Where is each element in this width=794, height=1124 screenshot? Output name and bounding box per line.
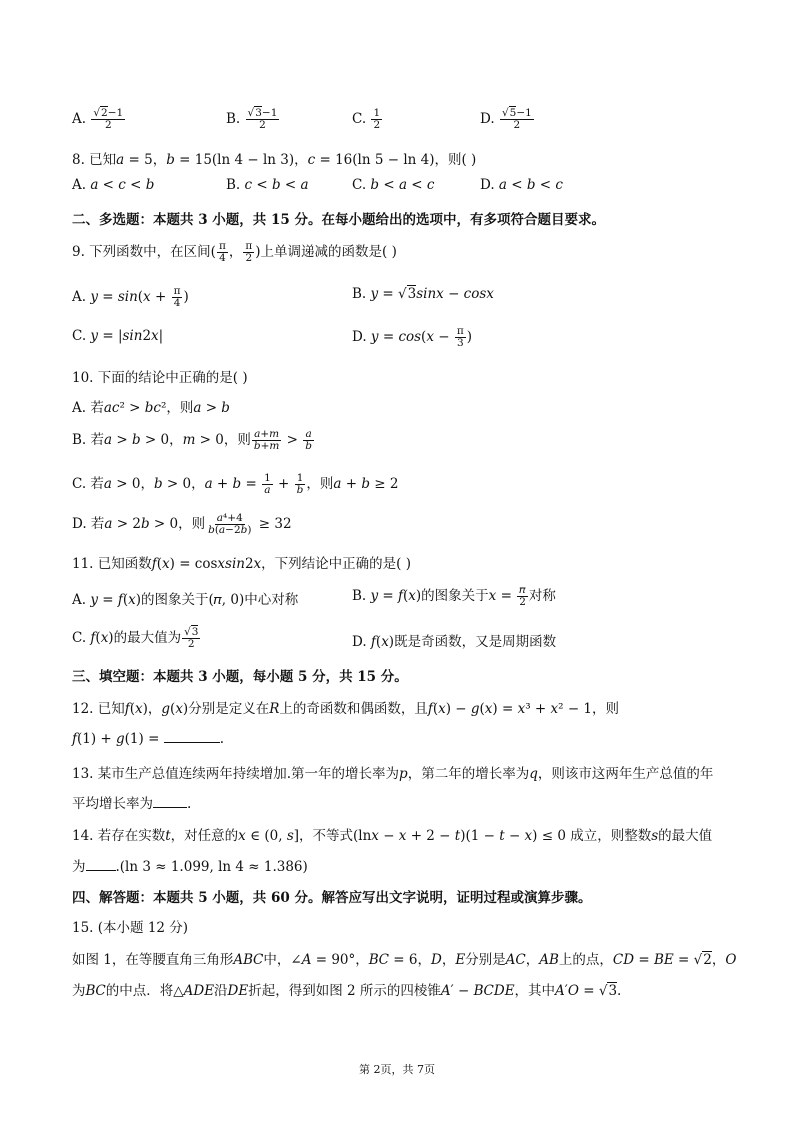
section-4-heading: 四、解答题：本题共 5 小题，共 60 分。解答应写出文字说明，证明过程或演算步骤。 — [72, 890, 592, 906]
section-3-heading: 三、填空题：本题共 3 小题，每小题 5 分，共 15 分。 — [72, 669, 408, 685]
q7-option-d: D. $\frac{√5-1}{2}$ — [480, 107, 532, 131]
q9-option-b: B. 𝑦 = √3𝑠𝑖𝑛𝑥 − 𝑐𝑜𝑠𝑥 — [352, 286, 494, 302]
q7-option-a: A. $\frac{√2-1}{2}$ — [72, 107, 124, 131]
q8-option-d: D. 𝑎 < 𝑏 < 𝑐 — [480, 177, 563, 193]
q14-line2: 为 .(ln 3 ≈ 1.099, ln 4 ≈ 1.386) — [72, 859, 308, 875]
q11-option-a: A. 𝑦 = 𝑓(𝑥)的图象关于(𝜋, 0)中心对称 — [72, 592, 299, 608]
q11-stem: 11. 已知函数𝑓(𝑥) = cos𝑥𝑠𝑖𝑛2𝑥，下列结论中正确的是( ) — [72, 556, 411, 572]
q14-answer-blank[interactable] — [86, 858, 116, 871]
section-2-heading: 二、多选题：本题共 3 小题，共 15 分。在每小题给出的选项中，有多项符合题目要求。 — [72, 212, 605, 228]
q9-option-d: D. 𝑦 = 𝑐𝑜𝑠(𝑥 − $\frac{\pi}{3}$ ) — [352, 325, 473, 349]
q15-title: 15. (本小题 12 分) — [72, 920, 189, 936]
q8-option-b: B. 𝑐 < 𝑏 < 𝑎 — [226, 177, 309, 193]
q14-line1: 14. 若存在实数𝑡，对任意的𝑥 ∈ (0, 𝑠]，不等式(ln𝑥 − 𝑥 + 2 − 𝑡)(1 − 𝑡 − 𝑥) ≤ 0 成立，则整数𝑠的最大值 — [72, 828, 713, 844]
q7-option-c: C. $\frac{1}{2}$ — [352, 107, 381, 131]
q7-a-fraction: $\frac{√2-1}{2}$ — [93, 107, 124, 131]
q9-option-a: A. 𝑦 = 𝑠𝑖𝑛(𝑥 + $\frac{\pi}{4}$ ) — [72, 285, 189, 309]
q10-option-a: A. 若𝑎𝑐² > 𝑏𝑐²，则𝑎 > 𝑏 — [72, 400, 230, 416]
q13-answer-blank[interactable] — [153, 795, 187, 808]
q12-line1: 12. 已知𝑓(𝑥)，𝑔(𝑥)分别是定义在𝑅上的奇函数和偶函数，且𝑓(𝑥) − 𝑔(𝑥) = 𝑥³ + 𝑥² − 1，则 — [72, 701, 620, 717]
q8-option-c: C. 𝑏 < 𝑎 < 𝑐 — [352, 177, 435, 193]
q9-stem: 9. 下列函数中，在区间( $\frac{\pi}{4}$ ， $\frac{\pi}{2}$ )上单调递减的函数是( ) — [72, 240, 397, 264]
q15-line2: 为𝐵𝐶的中点．将△𝐴𝐷𝐸沿𝐷𝐸折起，得到如图 2 所示的四棱锥𝐴′ − 𝐵𝐶𝐷𝐸，其中𝐴′𝑂 = √3. — [72, 983, 622, 999]
page-footer: 第 2页，共 7页 — [359, 1063, 435, 1076]
q11-option-d: D. 𝑓(𝑥)既是奇函数，又是周期函数 — [352, 634, 557, 650]
q10-stem: 10. 下面的结论中正确的是( ) — [72, 370, 248, 386]
q12-answer-blank[interactable] — [164, 730, 220, 743]
q13-line2: 平均增长率为 . — [72, 796, 192, 812]
q8-stem: 8. 已知𝑎 = 5，𝑏 = 15(ln 4 − ln 3)，𝑐 = 16(ln 5 − ln 4)，则( ) — [72, 152, 477, 168]
q7-d-fraction: $\frac{√5-1}{2}$ — [501, 107, 532, 131]
q10-option-d: D. 若𝑎 > 2𝑏 > 0，则 $\frac{\text{𝑎⁴+4}}{\text{𝑏(𝑎−2𝑏)}}$ ≥ 32 — [72, 512, 292, 536]
q12-line2: 𝑓(1) + 𝑔(1) = . — [72, 731, 224, 747]
q10-option-c: C. 若𝑎 > 0，𝑏 > 0，𝑎 + 𝑏 = $\frac{1}{\text{𝑎}}$ + $\frac{1}{\text{𝑏}}$ ，则𝑎 + 𝑏 ≥ 2 — [72, 472, 399, 496]
q7-option-b: B. $\frac{√3-1}{2}$ — [226, 107, 278, 131]
q11-option-c: C. 𝑓(𝑥)的最大值为 $\frac{√3}{2}$ — [72, 626, 199, 650]
q11-option-b: B. 𝑦 = 𝑓(𝑥)的图象关于𝑥 = $\frac{\text{𝜋}}{2}$ 对称 — [352, 584, 556, 608]
q7-b-fraction: $\frac{√3-1}{2}$ — [247, 107, 278, 131]
q7-c-fraction: $\frac{1}{2}$ — [373, 107, 381, 131]
q15-line1: 如图 1，在等腰直角三角形𝐴𝐵𝐶中，∠𝐴 = 90°，𝐵𝐶 = 6，𝐷，𝐸分别是𝐴𝐶，𝐴𝐵上的点，𝐶𝐷 = 𝐵𝐸 = √2，𝑂 — [72, 952, 737, 968]
q9-option-c: C. 𝑦 = |𝑠𝑖𝑛2𝑥| — [72, 328, 164, 344]
q8-option-a: A. 𝑎 < 𝑐 < 𝑏 — [72, 177, 155, 193]
q10-option-b: B. 若𝑎 > 𝑏 > 0，𝑚 > 0，则 $\frac{\text{𝑎+𝑚}}{\text{𝑏+𝑚}}$ > $\frac{\text{𝑎}}{\text{𝑏}}$ — [72, 428, 312, 452]
q13-line1: 13. 某市生产总值连续两年持续增加.第一年的增长率为𝑝，第二年的增长率为𝑞，则该市这两年生产总值的年 — [72, 766, 714, 782]
